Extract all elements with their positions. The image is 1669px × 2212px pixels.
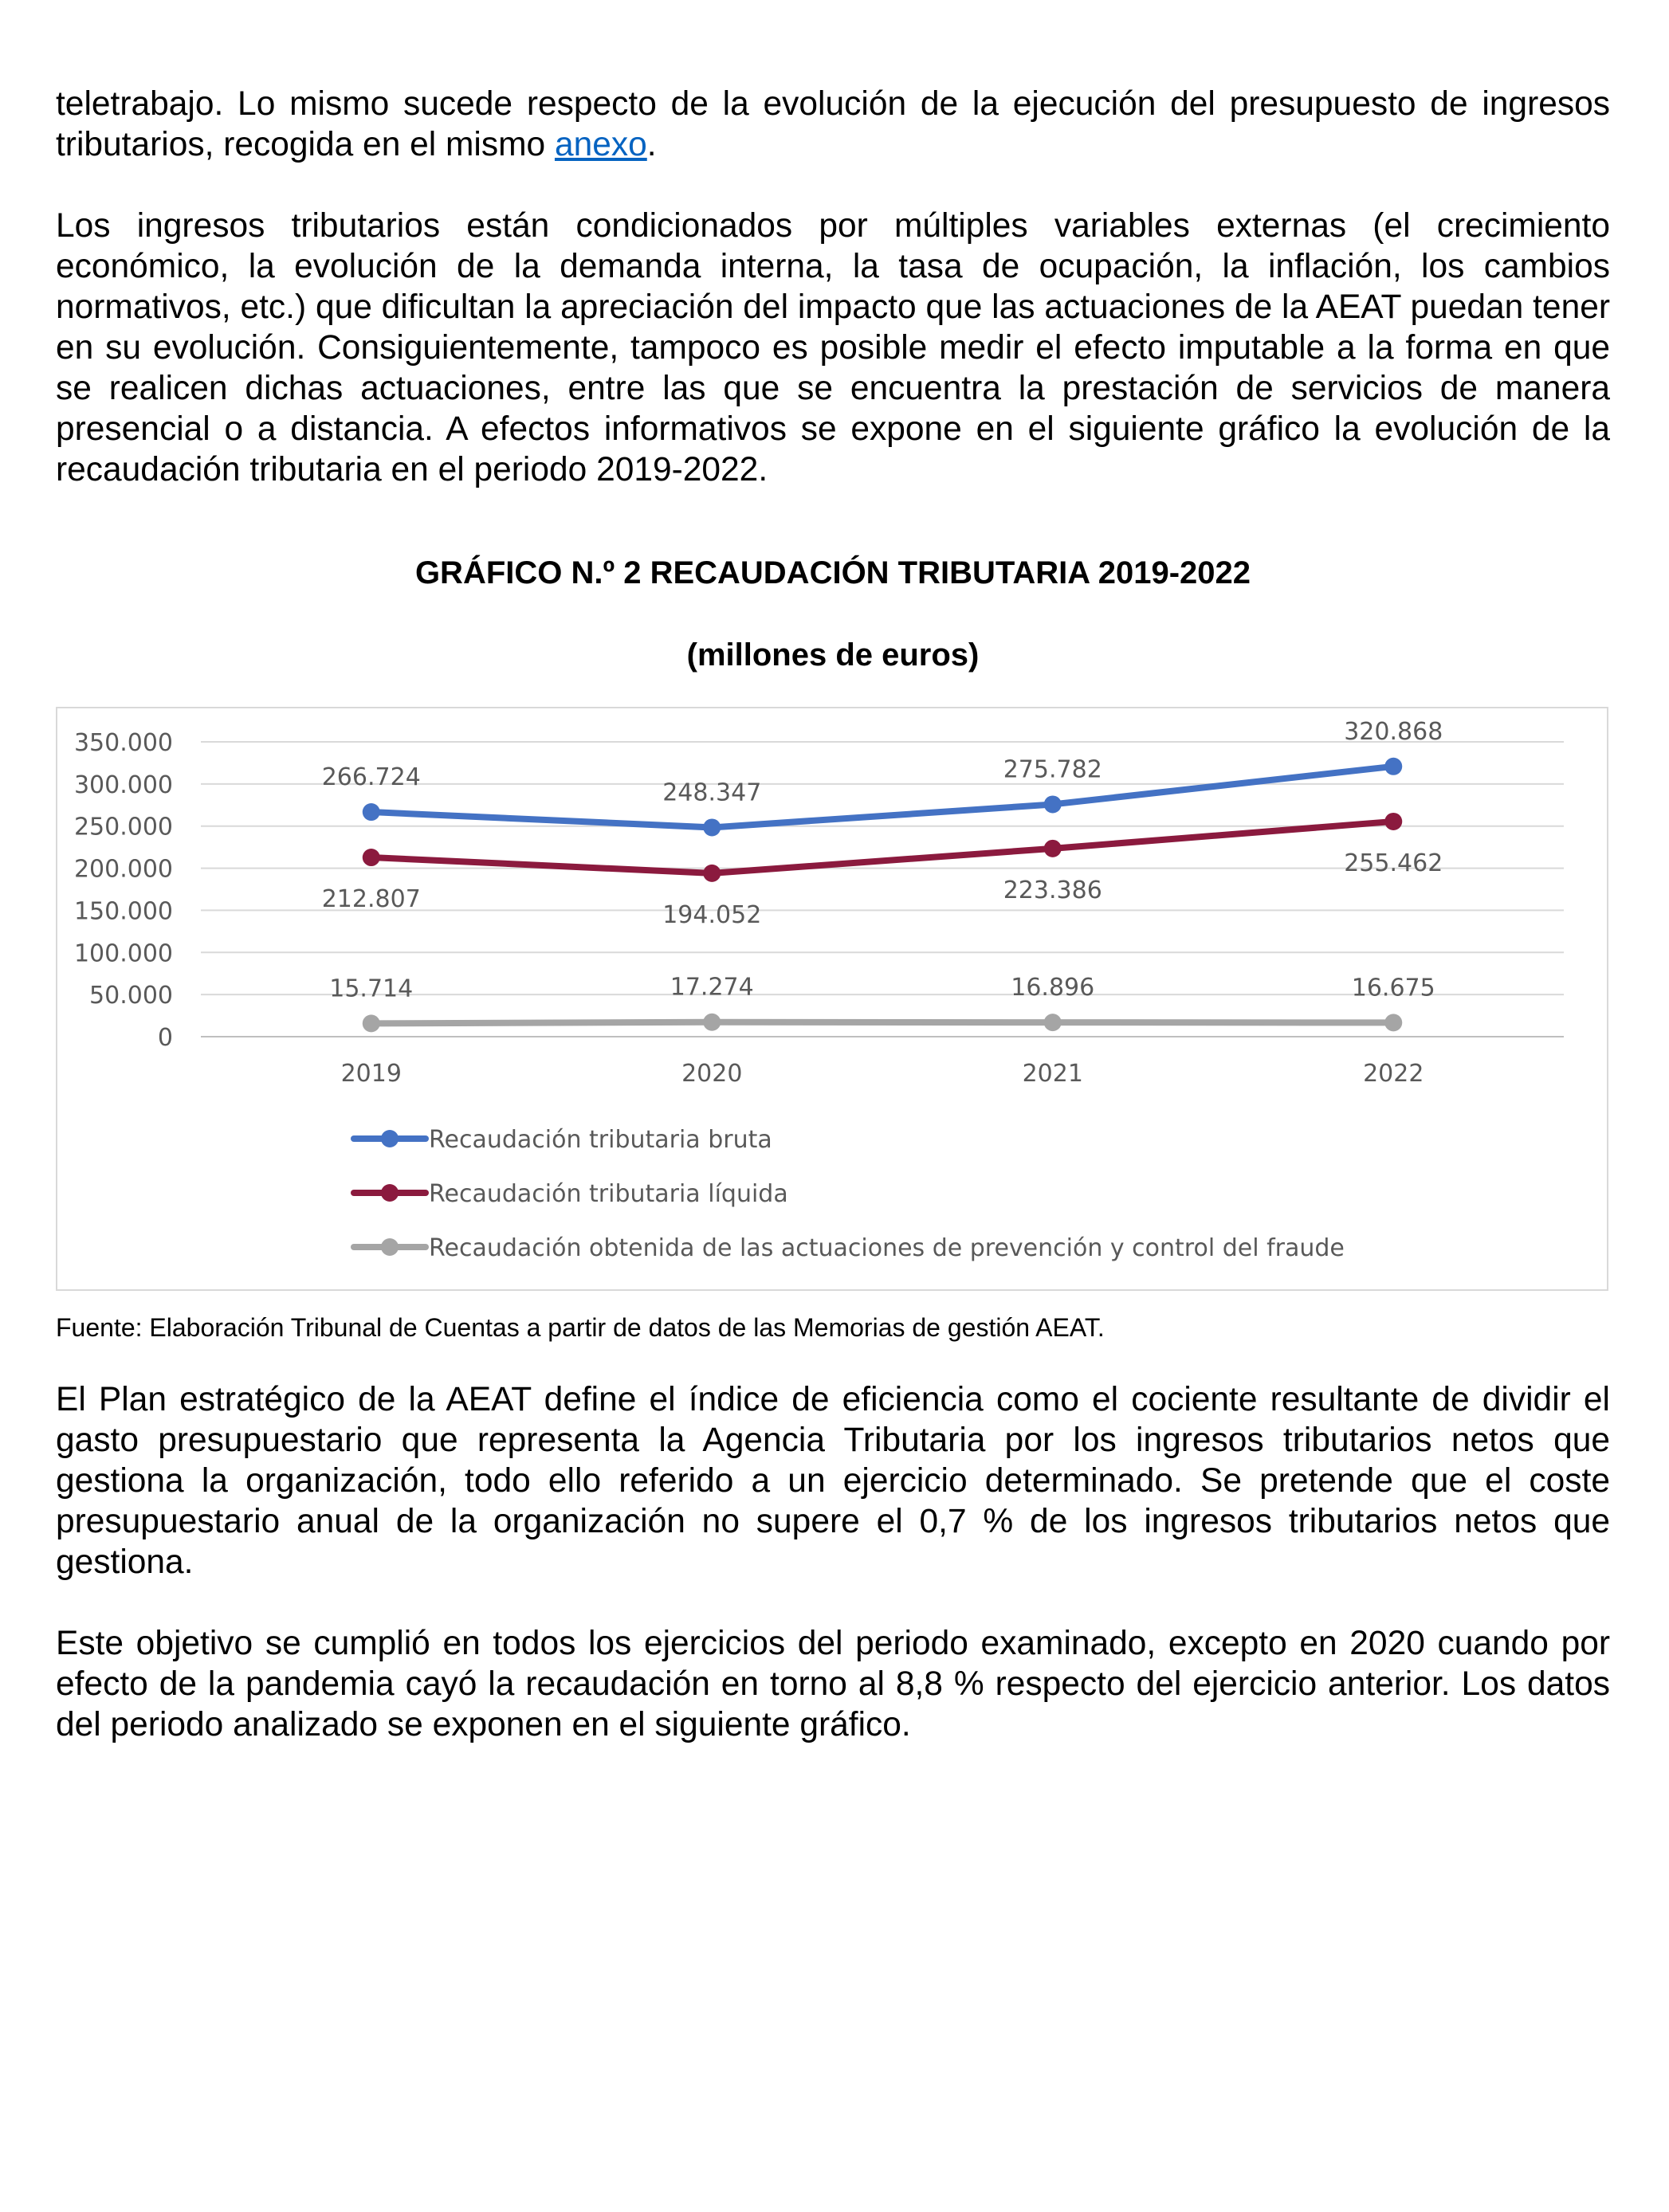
chart-heading: GRÁFICO N.º 2 RECAUDACIÓN TRIBUTARIA 2019-2022 [414, 555, 1251, 590]
anexo-link[interactable]: anexo [554, 126, 647, 163]
y-tick-label: 300.000 [73, 771, 173, 799]
x-tick-label: 2021 [1022, 1060, 1083, 1088]
series-line [371, 1022, 1394, 1024]
paragraph-objetivo: Este objetivo se cumplió en todos los ejercicios del periodo examinado, excepto en 2020 cuando por efecto de la pandemia cayó la recaudación en torno al 8,8 % respecto del ejercicio anterior. Los datos del periodo analizado se exponen en el siguiente gráfico. [56, 1625, 1610, 1743]
x-tick-label: 2022 [1363, 1060, 1424, 1088]
data-label: 320.868 [1344, 717, 1443, 746]
data-point [363, 1014, 380, 1032]
x-tick-label: 2020 [681, 1060, 743, 1088]
y-tick-label: 100.000 [73, 939, 173, 968]
legend-marker [381, 1238, 399, 1256]
data-label: 223.386 [1003, 876, 1102, 904]
data-label: 255.462 [1344, 849, 1443, 877]
paragraph-ingresos-tributarios: Los ingresos tributarios están condicionados por múltiples variables externas (el crecimiento económico, la evolución de la demanda interna, la tasa de ocupación, la inflación, los cambios normativos, etc.) que dificultan la apreciación del impacto que las actuaciones de la AEAT puedan tener en su evolución. Consiguientemente, tampoco es posible medir el efecto imputable a la forma en que se realicen dichas actuaciones, entre las que se encuentra la prestación de servicios de manera presencial o a distancia. A efectos informativos se expone en el siguiente gráfico la evolución de la recaudación tributaria en el periodo 2019-2022. [56, 207, 1610, 488]
data-point [1044, 1014, 1062, 1031]
source-note: Fuente: Elaboración Tribunal de Cuentas a partir de datos de las Memorias de gestión AEAT. [56, 1313, 1105, 1342]
data-point [1384, 813, 1402, 830]
data-point [363, 849, 380, 866]
data-label: 15.714 [329, 975, 414, 1003]
data-label: 275.782 [1003, 755, 1102, 784]
y-tick-label: 350.000 [73, 729, 173, 757]
legend-label: Recaudación obtenida de las actuaciones de prevención y control del fraude [429, 1234, 1345, 1262]
data-label: 16.896 [1011, 974, 1095, 1002]
legend-label: Recaudación tributaria bruta [429, 1126, 772, 1154]
data-point [703, 865, 721, 882]
document-page [56, 84, 1610, 1745]
data-label: 16.675 [1351, 974, 1435, 1002]
series-line [371, 767, 1394, 828]
paragraph-teletrabajo [56, 84, 1610, 165]
paragraph-plan-estrategico: El Plan estratégico de la AEAT define el índice de eficiencia como el cociente resultante de dividir el gasto presupuestario que representa la Agencia Tributaria por los ingresos tributarios netos que gestiona la organización, todo ello referido a un ejercicio determinado. Se pretende que el coste presupuestario anual de la organización no supere el 0,7 % de los ingresos tributarios netos que gestiona. [56, 1381, 1610, 1581]
data-point [363, 803, 380, 821]
data-point [1044, 795, 1062, 813]
paragraph-text-end: . [646, 126, 657, 163]
data-point [1384, 1014, 1402, 1031]
data-label: 266.724 [321, 763, 421, 792]
legend-marker [381, 1184, 399, 1202]
data-point [1044, 840, 1062, 857]
paragraph-text: teletrabajo. Lo mismo sucede respecto de la evolución de la ejecución del presupuesto de ingresos tributarios, recogida en el mismo [56, 85, 1610, 163]
line-chart [57, 708, 1607, 1289]
chart-subheading: (millones de euros) [686, 637, 980, 673]
y-tick-label: 250.000 [73, 813, 173, 841]
y-tick-label: 0 [157, 1024, 173, 1052]
chart-container [56, 707, 1608, 1291]
series-line [371, 822, 1394, 873]
y-tick-label: 200.000 [73, 855, 173, 884]
data-label: 17.274 [670, 973, 754, 1002]
data-point [1384, 758, 1402, 775]
data-label: 248.347 [662, 779, 762, 807]
x-tick-label: 2019 [340, 1060, 402, 1088]
legend-label: Recaudación tributaria líquida [429, 1180, 788, 1208]
y-tick-label: 150.000 [73, 897, 173, 926]
legend-marker [381, 1130, 399, 1147]
data-label: 212.807 [321, 885, 421, 914]
data-point [703, 1014, 721, 1031]
y-tick-label: 50.000 [89, 982, 173, 1010]
data-point [703, 818, 721, 836]
data-label: 194.052 [662, 900, 762, 929]
